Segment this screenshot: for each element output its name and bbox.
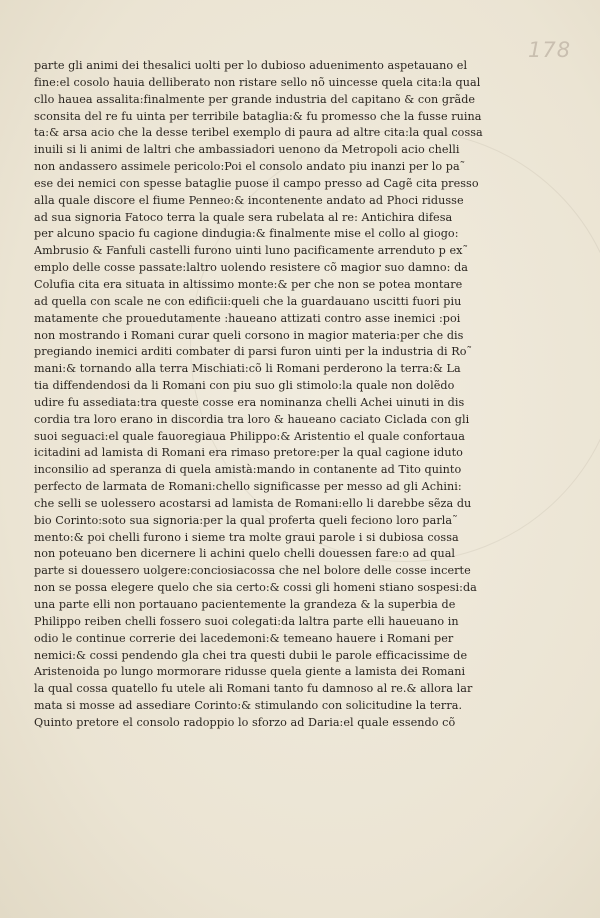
text-line: parte si douessero uolgere:conciosiacossa che nel bolore delle cosse incerte [34,564,471,578]
text-line: tia diffendendosi da li Romani con piu suo gli stimolo:la quale non dolẽdo [34,379,455,393]
text-line: Colufia cita era situata in altissimo monte:& per che non se potea montare [34,277,463,291]
text-line: mento:& poi chelli furono i sieme tra molte graui parole i si dubiosa cossa [34,530,459,544]
text-line: Philippo reiben chelli fossero suoi colegati:da laltra parte elli haueuano in [34,614,459,628]
text-line: mata si mosse ad assediare Corinto:& stimulando con solicitudine la terra. [34,699,463,713]
text-block [34,58,554,732]
text-line: Aristenoida po lungo mormorare ridusse quela giente a lamista dei Romani [34,665,466,679]
text-line: fine:el cosolo hauia delliberato non ristare sello nõ uincesse quela cita:la qual [34,75,481,89]
text-line: non andassero assimele pericolo:Poi el consolo andato piu inanzi per lo pa˜ [34,160,466,174]
text-line: non mostrando i Romani curar queli corsono in magior materia:per che dis [34,328,464,342]
text-line: ese dei nemici con spesse bataglie puose il campo presso ad Cagẽ cita presso [34,176,479,190]
text-line: alla quale discore el fiume Penneo:& incontenente andato ad Phoci ridusse [34,193,464,207]
text-line: nemici:& cossi pendendo gla chei tra questi dubii le parole efficacissime de [34,648,468,662]
text-line: inuili si li animi de laltri che ambassiadori uenono da Metropoli acio chelli [34,143,460,157]
text-line: non se possa elegere quelo che sia certo:& cossi gli homeni stiano sospesi:da [34,581,477,595]
text-line: pregiando inemici arditi combater di parsi furon uinti per la industria di Ro˜ [34,345,473,359]
text-line: ad quella con scale ne con edificii:queli che la guardauano uscitti fuori piu [34,294,462,308]
text-line: per alcuno spacio fu cagione dindugia:& finalmente mise el collo al giogo: [34,227,459,241]
text-line: ad sua signoria Fatoco terra la quale sera rubelata al re: Antichira difesa [34,210,453,224]
text-line: odio le continue correrie dei lacedemoni:& temeano hauere i Romani per [34,631,454,645]
text-line: ta:& arsa acio che la desse teribel exemplo di paura ad altre cita:la qual cossa [34,126,483,140]
text-line: suoi seguaci:el quale fauoregiaua Philippo:& Aristentio el quale confortaua [34,429,465,443]
text-line: emplo delle cosse passate:laltro uolendo resistere cõ magior suo damno: da [34,261,469,275]
text-line: una parte elli non portauano pacientemente la grandeza & la superbia de [34,598,456,611]
text-line: la qual cossa quatello fu utele ali Romani tanto fu damnoso al re.& allora lar [34,682,473,696]
text-line: Quinto pretore el consolo radoppio lo sforzo ad Daria:el quale essendo cõ [34,715,456,729]
text-line: icitadini ad lamista di Romani era rimaso pretore:per la qual cagione iduto [34,446,463,460]
text-line: perfecto de larmata de Romani:chello significasse per messo ad gli Achini: [34,480,462,494]
text-line: sconsita del re fu uinta per terribile bataglia:& fu promesso che la fusse ruina [34,109,482,123]
text-line: che selli se uolessero acostarsi ad lamista de Romani:ello li darebbe sẽza du [34,496,472,510]
text-line: Ambrusio & Fanfuli castelli furono uinti luno pacificamente arrenduto p ex˜ [34,244,469,258]
text-line: matamente che prouedutamente :haueano attizati contro asse inemici :poi [34,311,461,325]
text-line: udire fu assediata:tra queste cosse era nominanza chelli Achei uinuti in dis [34,395,465,409]
text-line: cordia tra loro erano in discordia tra loro & haueano caciato Ciclada con gli [34,412,470,426]
text-line: bio Corinto:soto sua signoria:per la qual proferta queli feciono loro parla˜ [34,513,458,527]
text-line: parte gli animi dei thesalici uolti per lo dubioso aduenimento aspetauano el [34,59,468,72]
folio-number: 178 [528,38,572,62]
text-line: non poteuano ben dicernere li achini quelo chelli douessen fare:o ad qual [34,547,456,561]
text-line: inconsilio ad speranza di quela amistà:mando in contanente ad Tito quinto [34,463,462,477]
text-line: cllo hauea assalita:finalmente per grande industria del capitano & con grãde [34,92,476,106]
text-line: mani:& tornando alla terra Mischiati:cõ li Romani perderono la terra:& La [34,362,461,376]
